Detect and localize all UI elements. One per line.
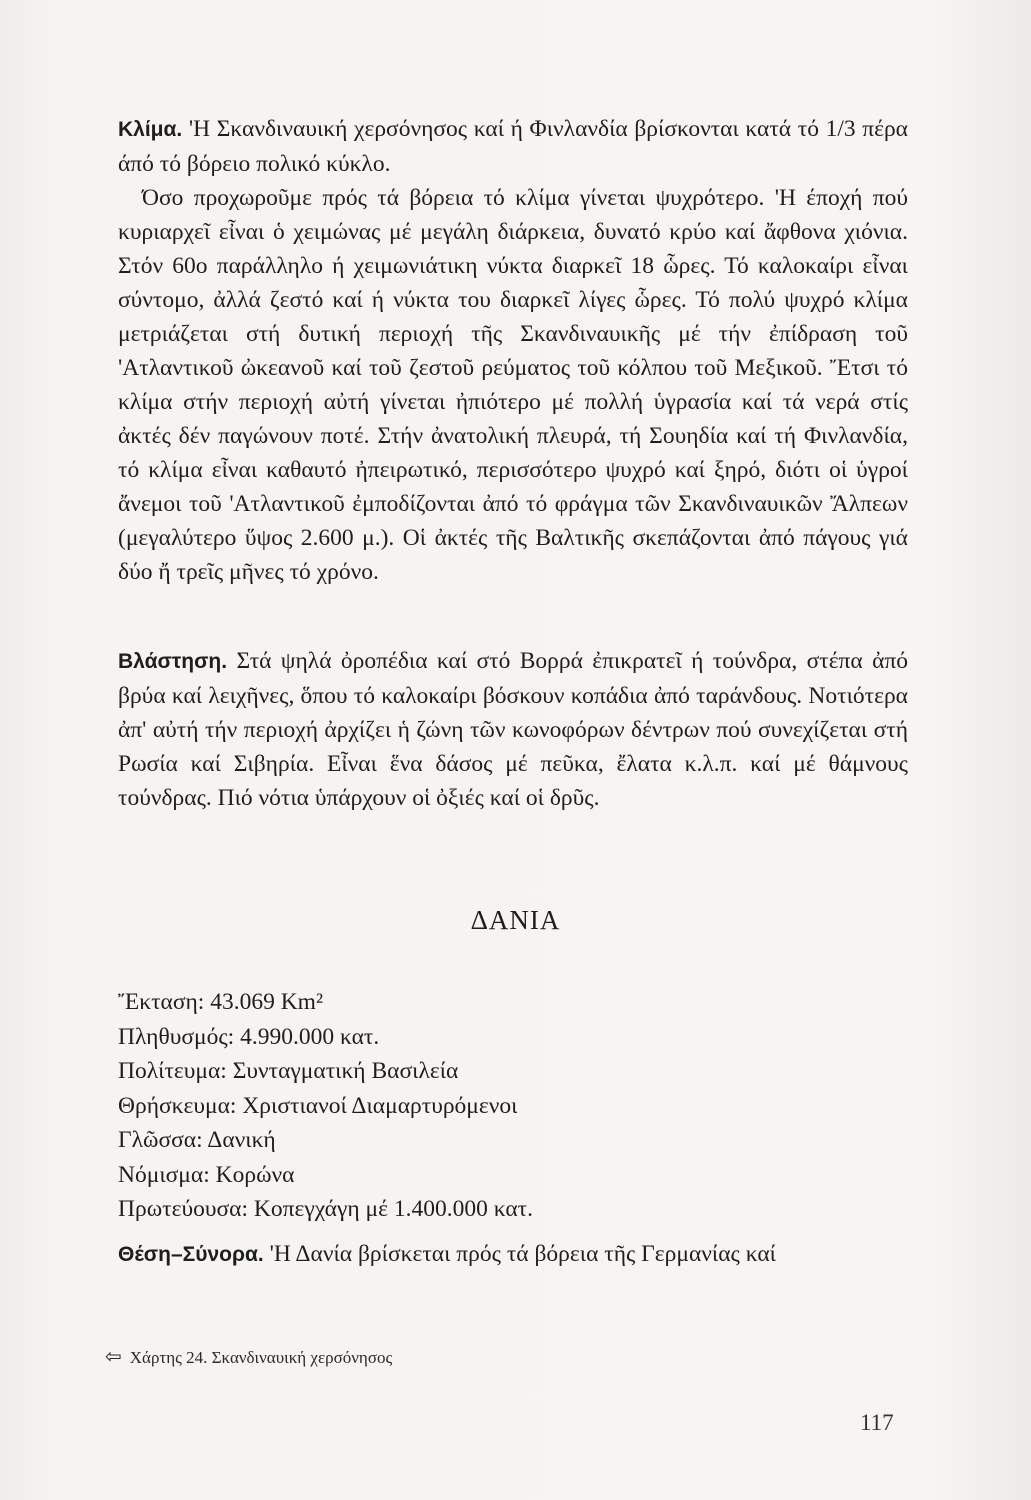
fact-currency: Νόμισμα: Κορώνα bbox=[118, 1161, 295, 1188]
vegetation-paragraph bbox=[118, 644, 908, 815]
country-title: ΔΑΝΙΑ bbox=[470, 905, 561, 935]
vegetation-heading: Βλάστηση. bbox=[118, 650, 228, 673]
position-heading: Θέση–Σύνορα. bbox=[118, 1243, 264, 1266]
climate-section bbox=[118, 112, 908, 589]
fact-area: Ἔκταση: 43.069 Km² bbox=[118, 989, 324, 1015]
climate-text-1: 'Η Σκανδιναυική χερσόνησος καί ή Φινλανδία βρίσκονται κατά τό 1/3 πέρα άπό τό βόρειο πολικό κύκλο. bbox=[118, 116, 908, 177]
position-section bbox=[118, 1237, 908, 1272]
climate-paragraph-2: Όσο προχωροῦμε πρός τά βόρεια τό κλίμα γίνεται ψυχρότερο. 'Η έποχή πού κυριαρχεῖ εἶναι ὁ χειμώνας μέ μεγάλη διάρκεια, δυνατό κρύο καί ἄφθονα χιόνια. Στόν 60ο παράλληλο ή χειμωνιάτικη νύκτα διαρκεῖ 18 ὧρες. Τό καλοκαίρι εἶναι σύντομο, ἀλλά ζεστό καί ή νύκτα του διαρκεῖ λίγες ὧρες. Τό πολύ ψυχρό κλίμα μετριάζεται στή δυτική περιοχή τῆς Σκανδιναυικῆς μέ τήν ἐπίδραση τοῦ 'Ατλαντικοῦ ὠκεανοῦ καί τοῦ ζεστοῦ ρεύματος τοῦ κόλπου τοῦ Μεξικοῦ. Ἔτσι τό κλίμα στήν περιοχή αὐτή γίνεται ἠπιότερο μέ πολλή ὑγρασία καί τά νερά στίς ἀκτές δέν παγώνουν ποτέ. Στήν ἀνατολική πλευρά, τή Σουηδία καί τή Φινλανδία, τό κλίμα εἶναι καθαυτό ἠπειρωτικό, περισσότερο ψυχρό καί ξηρό, διότι οἱ ὑγροί ἄνεμοι τοῦ 'Ατλαντικοῦ ἐμποδίζονται ἀπό τό φράγμα τῶν Σκανδιναυικῶν Ἄλπεων (μεγαλύτερο ὕψος 2.600 μ.). Οἱ ἀκτές τῆς Βαλτικῆς σκεπάζονται ἀπό πάγους γιά δύο ἤ τρεῖς μῆνες τό χρόνο. bbox=[118, 185, 908, 585]
fact-religion: Θρήσκευμα: Χριστιανοί Διαμαρτυρόμενοι bbox=[118, 1092, 518, 1119]
climate-heading: Κλίμα. bbox=[118, 118, 183, 141]
fact-population: Πληθυσμός: 4.990.000 κατ. bbox=[118, 1023, 380, 1050]
climate-paragraph-1 bbox=[118, 112, 908, 181]
fact-language: Γλῶσσα: Δανική bbox=[118, 1127, 276, 1153]
map-pointer-icon: ⇦ bbox=[105, 1344, 122, 1368]
position-text: 'Η Δανία βρίσκεται πρός τά βόρεια τῆς Γερμανίας καί bbox=[269, 1241, 776, 1267]
country-facts-list bbox=[118, 985, 818, 1227]
vegetation-section bbox=[118, 644, 908, 815]
map-reference bbox=[105, 1344, 392, 1368]
fact-capital: Πρωτεύουσα: Κοπεγχάγη μέ 1.400.000 κατ. bbox=[118, 1196, 533, 1222]
page-number: 117 bbox=[860, 1410, 894, 1435]
vegetation-text: Στά ψηλά ὀροπέδια καί στό Βορρά ἐπικρατεῖ ή τούνδρα, στέπα ἀπό βρύα καί λειχῆνες, ὅπου τό καλοκαίρι βόσκουν κοπάδια ἀπό ταράνδους. Νοτιότερα ἀπ' αὐτή τήν περιοχή ἀρχίζει ἡ ζώνη τῶν κωνοφόρων δέντρων πού συνεχίζεται στή Ρωσία καί Σιβηρία. Εἶναι ἕνα δάσος μέ πεῦκα, ἔλατα κ.λ.π. καί μέ θάμνους τούνδρας. Πιό νότια ὑπάρχουν οἱ ὀξιές καί οἱ δρῦς. bbox=[118, 648, 909, 811]
map-reference-text: Χάρτης 24. Σκανδιναυική χερσόνησος bbox=[129, 1348, 393, 1367]
position-paragraph bbox=[118, 1237, 908, 1272]
fact-government: Πολίτευμα: Συνταγματική Βασιλεία bbox=[118, 1058, 459, 1084]
